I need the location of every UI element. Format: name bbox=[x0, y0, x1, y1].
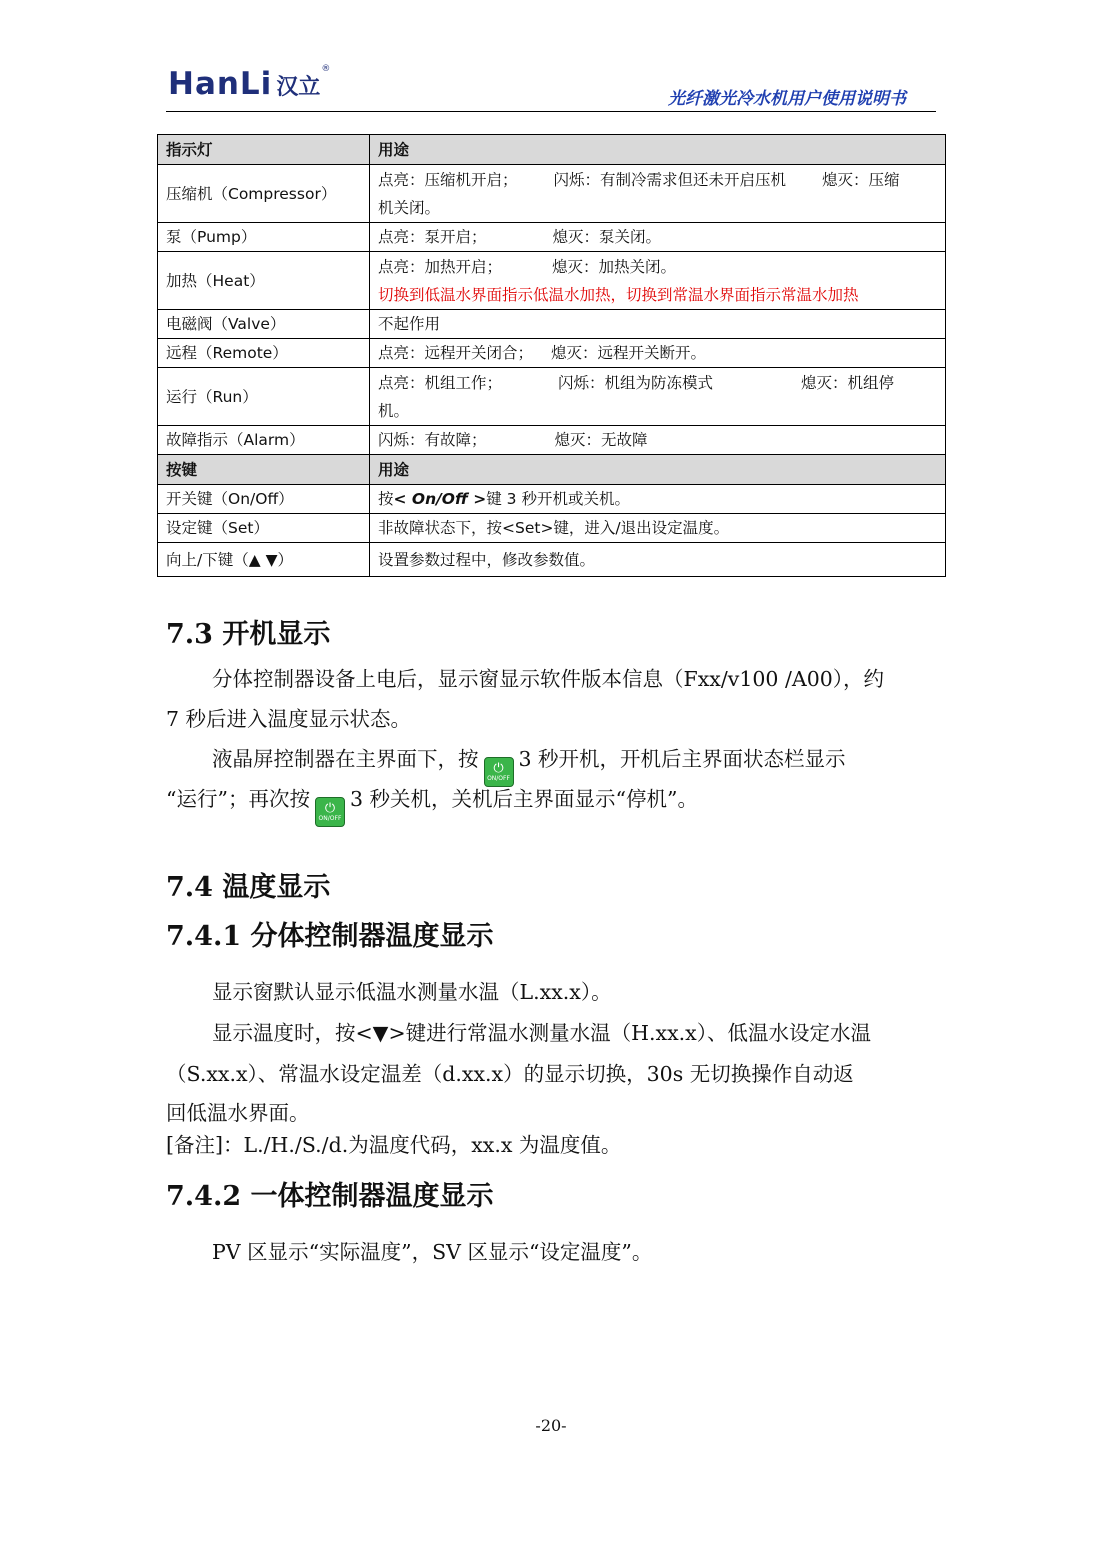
desc-text: 熄灭：远程开关断开。 bbox=[551, 344, 707, 362]
desc-text: 闪烁：有故障； bbox=[378, 431, 487, 449]
logo-latin: HanLi bbox=[168, 66, 273, 102]
document-title: 光纤激光冷水机用户使用说明书 bbox=[668, 89, 906, 109]
table-header-row bbox=[158, 455, 946, 485]
table-row bbox=[158, 485, 946, 514]
subsection-heading-7-4-1: 7.4.1 分体控制器温度显示 bbox=[166, 921, 494, 952]
row-description bbox=[370, 165, 946, 223]
page-number: -20- bbox=[535, 1416, 567, 1435]
desc-text: 熄灭：无故障 bbox=[554, 431, 648, 449]
paragraph: 显示窗默认显示低温水测量水温（L.xx.x）。 bbox=[212, 980, 612, 1004]
power-icon: ⏻ bbox=[493, 761, 504, 776]
paragraph: PV 区显示“实际温度”，SV 区显示“设定温度”。 bbox=[212, 1240, 653, 1264]
paragraph: 7 秒后进入温度显示状态。 bbox=[166, 707, 412, 731]
table-row bbox=[158, 514, 946, 543]
table-row bbox=[158, 426, 946, 455]
onoff-button-image bbox=[315, 797, 345, 827]
onoff-label: ON/OFF bbox=[318, 815, 342, 822]
row-label: 运行（Run） bbox=[158, 368, 370, 426]
subsection-heading-7-4-2: 7.4.2 一体控制器温度显示 bbox=[166, 1181, 494, 1212]
onoff-button-image bbox=[484, 757, 514, 787]
table-row bbox=[158, 223, 946, 252]
table-header-cell: 用途 bbox=[370, 135, 946, 165]
table-header-cell: 按键 bbox=[158, 455, 370, 485]
table-row bbox=[158, 339, 946, 368]
desc-text: 熄灭：泵关闭。 bbox=[552, 228, 662, 246]
row-label: 电磁阀（Valve） bbox=[158, 310, 370, 339]
row-description bbox=[370, 368, 946, 426]
desc-text: 点亮：压缩机开启； bbox=[378, 170, 518, 189]
row-description: 不起作用 bbox=[370, 310, 946, 339]
table-header-cell: 用途 bbox=[370, 455, 946, 485]
paragraph bbox=[212, 744, 846, 787]
table-header-row bbox=[158, 135, 946, 165]
paragraph: 分体控制器设备上电后，显示窗显示软件版本信息（Fxx/v100 /A00），约 bbox=[212, 667, 885, 691]
row-description: 非故障状态下，按<Set>键，进入/退出设定温度。 bbox=[370, 514, 946, 543]
heat-note: 切换到低温水界面指示低温水加热，切换到常温水界面指示常温水加热 bbox=[378, 285, 859, 304]
desc-text: 点亮：远程开关闭合； bbox=[378, 344, 534, 362]
row-label: 向上/下键（▲ ▼） bbox=[158, 543, 370, 577]
table-row bbox=[158, 165, 946, 223]
onoff-key-name: < On/Off > bbox=[393, 490, 487, 508]
row-label: 开关键（On/Off） bbox=[158, 485, 370, 514]
paragraph: 显示温度时，按<▼>键进行常温水测量水温（H.xx.x）、低温水设定水温 bbox=[212, 1021, 871, 1045]
row-label: 压缩机（Compressor） bbox=[158, 165, 370, 223]
text-run: 液晶屏控制器在主界面下，按 bbox=[212, 747, 479, 771]
section-heading-7-3: 7.3 开机显示 bbox=[166, 619, 331, 650]
row-label: 加热（Heat） bbox=[158, 252, 370, 310]
desc-text: 键 3 秒开机或关机。 bbox=[486, 490, 630, 508]
table-header-cell: 指示灯 bbox=[158, 135, 370, 165]
desc-text: 熄灭：机组停 bbox=[801, 373, 895, 392]
row-description bbox=[370, 485, 946, 514]
paragraph: （S.xx.x）、常温水设定温差（d.xx.x）的显示切换，30s 无切换操作自动返 bbox=[166, 1062, 854, 1086]
desc-text: 机关闭。 bbox=[378, 198, 441, 217]
row-label: 远程（Remote） bbox=[158, 339, 370, 368]
onoff-label: ON/OFF bbox=[487, 775, 510, 782]
row-description bbox=[370, 339, 946, 368]
row-description bbox=[370, 426, 946, 455]
registered-mark: ® bbox=[321, 64, 331, 74]
row-description bbox=[370, 223, 946, 252]
row-label: 设定键（Set） bbox=[158, 514, 370, 543]
desc-text: 熄灭：加热关闭。 bbox=[552, 257, 677, 276]
row-label: 泵（Pump） bbox=[158, 223, 370, 252]
text-run: 3 秒开机，开机后主界面状态栏显示 bbox=[518, 747, 846, 771]
paragraph bbox=[166, 784, 698, 827]
desc-text: 机。 bbox=[378, 401, 410, 420]
paragraph: 回低温水界面。 bbox=[166, 1101, 310, 1125]
desc-text: 点亮：加热开启； bbox=[378, 257, 503, 276]
row-description: 设置参数过程中，修改参数值。 bbox=[370, 543, 946, 577]
desc-text: 点亮：泵开启； bbox=[378, 228, 487, 246]
power-icon: ⏻ bbox=[324, 801, 336, 816]
table-row bbox=[158, 368, 946, 426]
logo-chinese: 汉立 bbox=[276, 74, 321, 100]
indicator-key-table bbox=[157, 134, 946, 577]
note-paragraph: [备注]：L./H./S./d.为温度代码，xx.x 为温度值。 bbox=[166, 1133, 622, 1157]
text-run: “运行”；再次按 bbox=[166, 787, 310, 811]
table-row bbox=[158, 252, 946, 310]
desc-text: 熄灭：压缩 bbox=[822, 170, 900, 189]
desc-text: 按 bbox=[378, 490, 394, 508]
row-description bbox=[370, 252, 946, 310]
desc-text: 闪烁：机组为防冻模式 bbox=[558, 373, 714, 392]
table-row bbox=[158, 543, 946, 577]
table-row bbox=[158, 310, 946, 339]
row-label: 故障指示（Alarm） bbox=[158, 426, 370, 455]
section-heading-7-4: 7.4 温度显示 bbox=[166, 872, 331, 903]
text-run: 3 秒关机，关机后主界面显示“停机”。 bbox=[349, 787, 698, 811]
desc-text: 点亮：机组工作； bbox=[378, 373, 503, 392]
header-divider bbox=[166, 111, 936, 112]
desc-text: 闪烁：有制冷需求但还未开启压机 bbox=[553, 170, 787, 189]
hanli-logo bbox=[168, 66, 330, 102]
